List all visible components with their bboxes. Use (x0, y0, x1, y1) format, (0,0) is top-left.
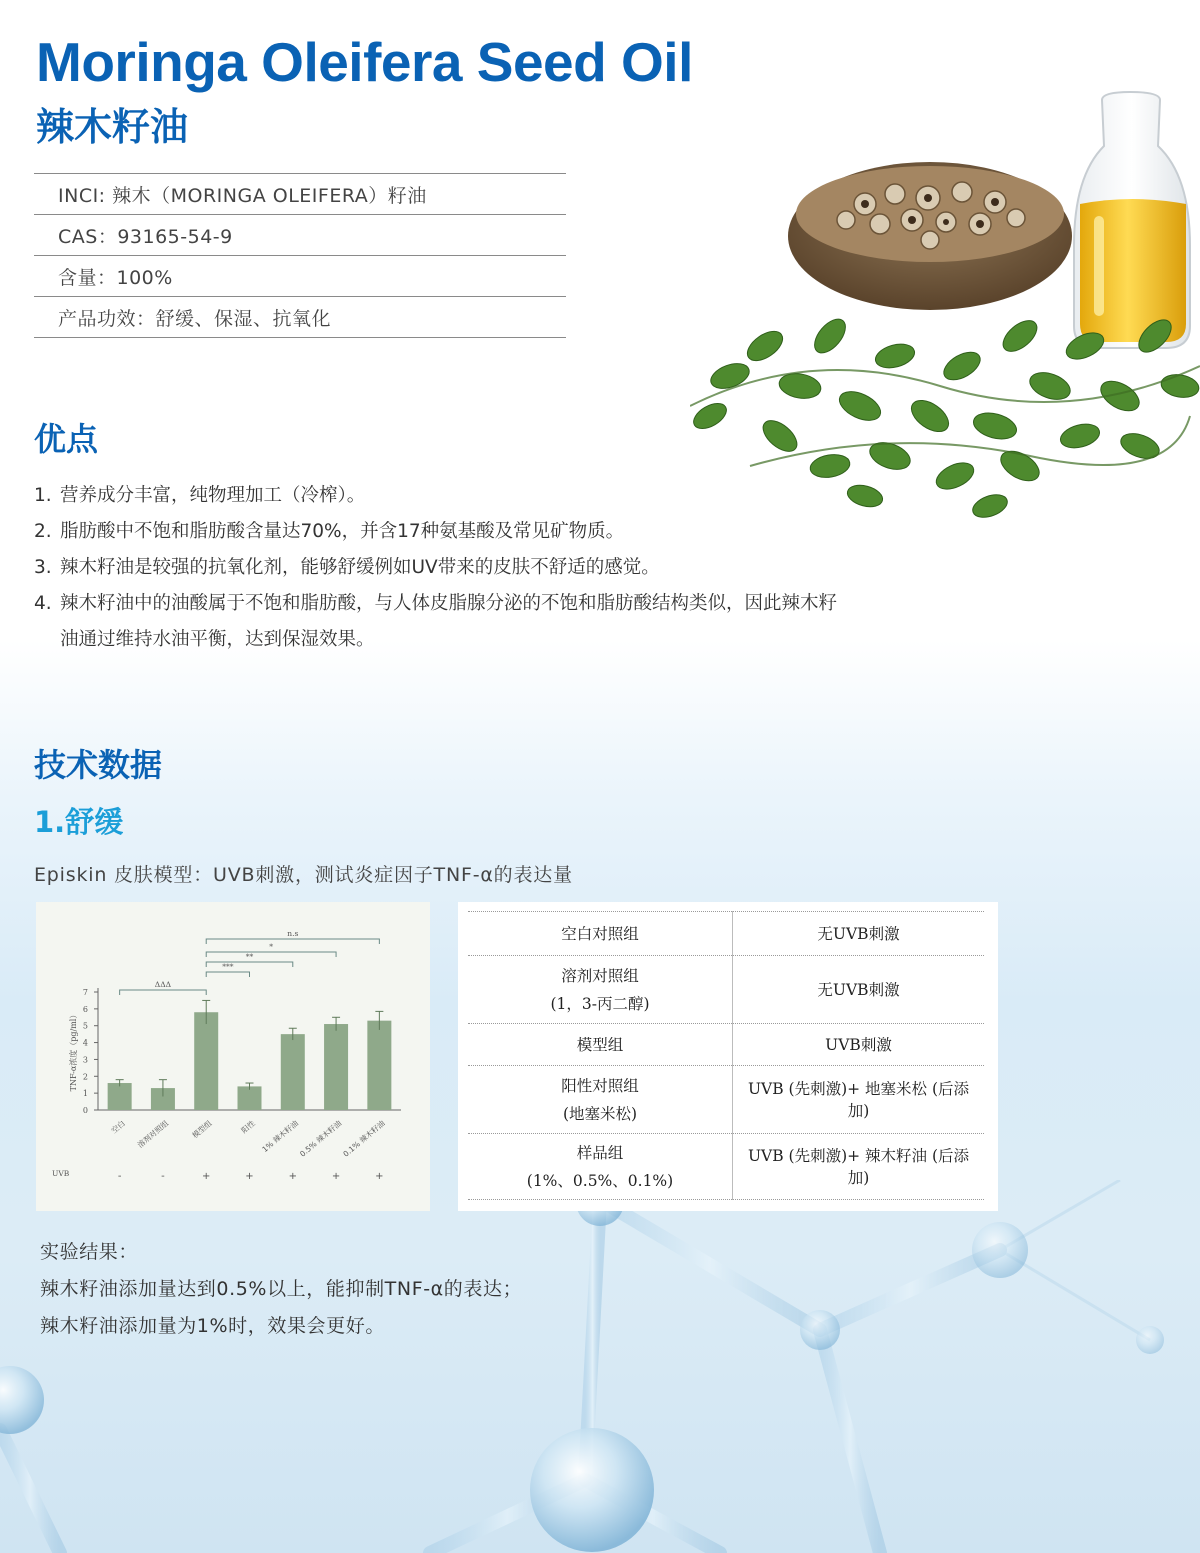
table-row (468, 1024, 984, 1066)
table-cell-treatment: 无UVB刺激 (733, 956, 985, 1024)
group-note: (1，3-丙二醇) (550, 994, 650, 1013)
group-name: 阳性对照组 (561, 1076, 639, 1095)
x-tick-label: 模型组 (190, 1118, 214, 1140)
chart-bar (108, 1083, 132, 1110)
list-item-text: 营养成分丰富，纯物理加工（冷榨）。 (60, 485, 366, 506)
list-item (34, 478, 854, 514)
uvb-label: UVB (52, 1169, 70, 1178)
significance-bracket (206, 952, 336, 957)
page-title-chinese: 辣木籽油 (36, 105, 189, 149)
list-item-number: 2. (34, 521, 52, 542)
table-cell-treatment: UVB刺激 (733, 1024, 985, 1066)
test-description: Episkin 皮肤模型：UVB刺激，测试炎症因子TNF-α的表达量 (34, 864, 573, 886)
significance-bracket (206, 939, 379, 944)
product-info-list (34, 173, 566, 338)
x-tick-label: 0.5% 辣木籽油 (298, 1118, 344, 1159)
table-panel (458, 902, 998, 1211)
significance-label: * (269, 942, 274, 951)
list-item (34, 514, 854, 550)
table-cell-group (468, 912, 733, 956)
group-name: 样品组 (576, 1143, 624, 1162)
chart-bar (324, 1024, 348, 1110)
y-tick-label: 7 (82, 988, 88, 997)
uvb-sign: + (331, 1171, 341, 1182)
page-title-english: Moringa Oleifera Seed Oil (36, 31, 693, 93)
test-groups-table (468, 911, 984, 1200)
tech-data-heading: 技术数据 (34, 746, 163, 784)
table-cell-treatment: UVB (先刺激)+ 地塞米松 (后添加) (733, 1066, 985, 1134)
list-item (34, 550, 854, 586)
result-line: 辣木籽油添加量达到0.5%以上，能抑制TNF-α的表达； (40, 1278, 523, 1300)
uvb-sign: + (202, 1171, 211, 1182)
table-row (468, 956, 984, 1024)
info-row-inci: INCI: 辣木（MORINGA OLEIFERA）籽油 (34, 174, 566, 215)
y-tick-label: 1 (82, 1089, 88, 1099)
uvb-sign: + (375, 1171, 384, 1182)
list-item-number: 3. (34, 557, 52, 578)
group-note: (1%、0.5%、0.1%) (526, 1171, 674, 1190)
uvb-sign: + (288, 1171, 297, 1182)
result-label: 实验结果： (40, 1241, 139, 1263)
table-row (468, 1066, 984, 1134)
info-row-content: 含量：100% (34, 256, 566, 297)
y-tick-label: 5 (82, 1021, 88, 1031)
group-name: 溶剂对照组 (561, 966, 639, 985)
significance-bracket (206, 972, 249, 977)
significance-label: ΔΔΔ (154, 980, 172, 989)
table-cell-group (468, 1024, 733, 1066)
x-tick-label: 溶剂对照组 (135, 1118, 171, 1150)
chart-panel (36, 902, 430, 1211)
table-row (468, 912, 984, 956)
result-line: 辣木籽油添加量为1%时，效果会更好。 (40, 1315, 385, 1337)
significance-bracket (120, 990, 207, 995)
table-cell-treatment: 无UVB刺激 (733, 912, 985, 956)
chart-bar (367, 1021, 391, 1110)
group-name: 模型组 (576, 1035, 624, 1054)
list-item-text: 脂肪酸中不饱和脂肪酸含量达70%，并含17种氨基酸及常见矿物质。 (60, 521, 625, 542)
experiment-result (40, 1234, 522, 1345)
chart-bar (281, 1034, 305, 1110)
tnf-alpha-bar-chart (36, 902, 430, 1211)
table-row (468, 1134, 984, 1200)
x-tick-label: 空白 (109, 1118, 127, 1136)
chart-bar (194, 1012, 218, 1110)
x-tick-label: 0.1% 辣木籽油 (341, 1118, 387, 1159)
uvb-sign: - (117, 1171, 122, 1182)
soothing-subheading: 1.舒缓 (34, 805, 124, 839)
significance-label: *** (222, 962, 234, 971)
x-tick-label: 1% 辣木籽油 (260, 1118, 301, 1155)
advantages-heading: 优点 (34, 420, 99, 458)
group-note: (地塞米松) (562, 1104, 638, 1123)
list-item (34, 586, 854, 658)
list-item-number: 1. (34, 485, 52, 506)
y-tick-label: 6 (82, 1004, 88, 1014)
table-cell-group (468, 1134, 733, 1200)
advantages-list (34, 478, 854, 658)
y-tick-label: 0 (82, 1106, 88, 1115)
significance-bracket (206, 962, 293, 967)
significance-label: n.s (287, 929, 299, 938)
uvb-sign: + (245, 1171, 254, 1182)
y-tick-label: 3 (82, 1055, 88, 1065)
y-tick-label: 2 (82, 1072, 88, 1082)
table-cell-treatment: UVB (先刺激)+ 辣木籽油 (后添加) (733, 1134, 985, 1200)
list-item-text: 辣木籽油是较强的抗氧化剂，能够舒缓例如UV带来的皮肤不舒适的感觉。 (60, 557, 660, 578)
list-item-text: 辣木籽油中的油酸属于不饱和脂肪酸，与人体皮脂腺分泌的不饱和脂肪酸结构类似，因此辣木籽油通过维持水油平衡，达到保湿效果。 (60, 593, 838, 650)
group-name: 空白对照组 (561, 924, 639, 943)
table-cell-group (468, 1066, 733, 1134)
y-tick-label: 4 (82, 1038, 88, 1048)
y-axis-label: TNF-α浓度（pg/ml） (69, 1010, 78, 1092)
info-row-cas: CAS：93165-54-9 (34, 215, 566, 256)
x-tick-label: 阳性 (239, 1118, 257, 1136)
uvb-sign: - (161, 1171, 165, 1182)
table-cell-group (468, 956, 733, 1024)
list-item-number: 4. (34, 593, 52, 614)
info-row-efficacy: 产品功效：舒缓、保湿、抗氧化 (34, 297, 566, 338)
hero-product-image (690, 86, 1200, 526)
chart-bar (238, 1086, 262, 1110)
significance-label: ** (245, 952, 254, 961)
